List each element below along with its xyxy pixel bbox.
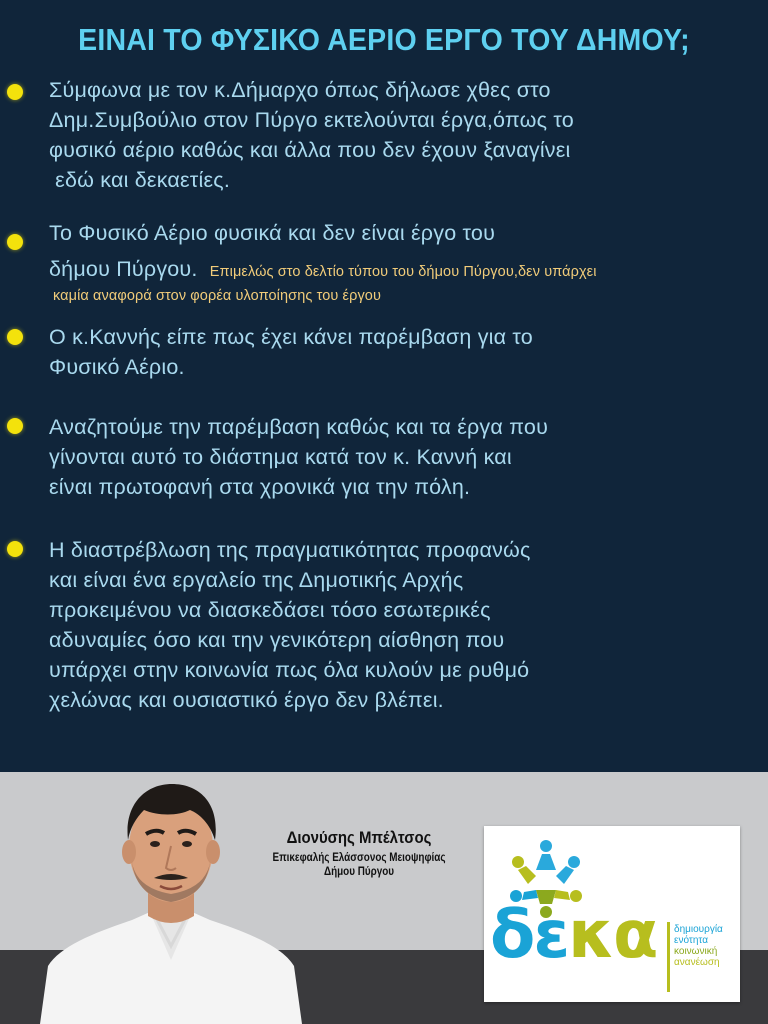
signature-name: Διονύσης Μπέλτσος <box>286 828 432 847</box>
signature-org: Δήμου Πύργου <box>323 866 395 878</box>
bullet-icon <box>7 84 23 100</box>
paragraph-line: Φυσικό Αέριο. <box>49 355 185 379</box>
logo-tagline: δημιουργία ενότητα κοινωνική ανανέωση <box>674 924 723 968</box>
portrait-photo <box>40 770 302 1024</box>
bullet-icon <box>7 234 23 250</box>
paragraph-3 <box>49 322 533 382</box>
paragraph-line <box>49 254 597 287</box>
paragraph-line: υπάρχει στην κοινωνία πως όλα κυλούν με ρυθμό <box>49 658 530 682</box>
paragraph-line: είναι πρωτοφανή στα χρονικά για την πόλη. <box>49 475 471 499</box>
deka-wordmark: δεκα <box>490 896 657 973</box>
press-release-note: Επιμελώς στο δελτίο τύπου του δήμου Πύργου,δεν υπάρχει <box>209 264 597 280</box>
paragraph-4 <box>49 412 548 502</box>
paragraph-line: χελώνας και ουσιαστικό έργο δεν βλέπει. <box>49 688 444 712</box>
paragraph-line: προκειμένου να διασκεδάσει τόσο εσωτερικές <box>49 598 491 622</box>
paragraph-1 <box>49 75 574 195</box>
paragraph-line: αδυναμίες όσο και την γενικότερη αίσθηση που <box>49 628 505 652</box>
paragraph-5 <box>49 535 531 715</box>
paragraph-line: Το Φυσικό Αέριο φυσικά και δεν είναι έργο του <box>49 221 496 245</box>
paragraph-2 <box>49 218 597 305</box>
paragraph-line: και είναι ένα εργαλείο της Δημοτικής Αρχής <box>49 568 464 592</box>
bullet-icon <box>7 418 23 434</box>
signature-role: Επικεφαλής Ελάσσονος Μειοψηφίας <box>272 852 446 864</box>
paragraph-line: εδώ και δεκαετίες. <box>49 168 230 192</box>
paragraph-line: φυσικό αέριο καθώς και άλλα που δεν έχουν ξαναγίνει <box>49 138 571 162</box>
logo-divider <box>667 922 670 992</box>
press-release-note: καμία αναφορά στον φορέα υλοποίησης του έργου <box>53 288 381 304</box>
paragraph-line: γίνονται αυτό το διάστημα κατά τον κ. Καννή και <box>49 445 512 469</box>
headline: ΕΙΝΑΙ ΤΟ ΦΥΣΙΚΟ ΑΕΡΙΟ ΕΡΓΟ ΤΟΥ ΔΗΜΟΥ; <box>78 22 690 57</box>
deka-logo <box>484 826 740 1002</box>
paragraph-line: Αναζητούμε την παρέμβαση καθώς και τα έργα που <box>49 415 549 439</box>
paragraph-line: Ο κ.Καννής είπε πως έχει κάνει παρέμβαση για το <box>49 325 533 349</box>
paragraph-line-text: δήμου Πύργου. <box>49 257 198 281</box>
paragraph-line: Σύμφωνα με τον κ.Δήμαρχο όπως δήλωσε χθες στο <box>49 78 551 102</box>
bullet-icon <box>7 541 23 557</box>
paragraph-line: Η διαστρέβλωση της πραγματικότητας προφανώς <box>49 538 531 562</box>
signature-block <box>228 828 490 878</box>
bullet-icon <box>7 329 23 345</box>
paragraph-line: Δημ.Συμβούλιο στον Πύργο εκτελούνται έργα,όπως το <box>49 108 574 132</box>
